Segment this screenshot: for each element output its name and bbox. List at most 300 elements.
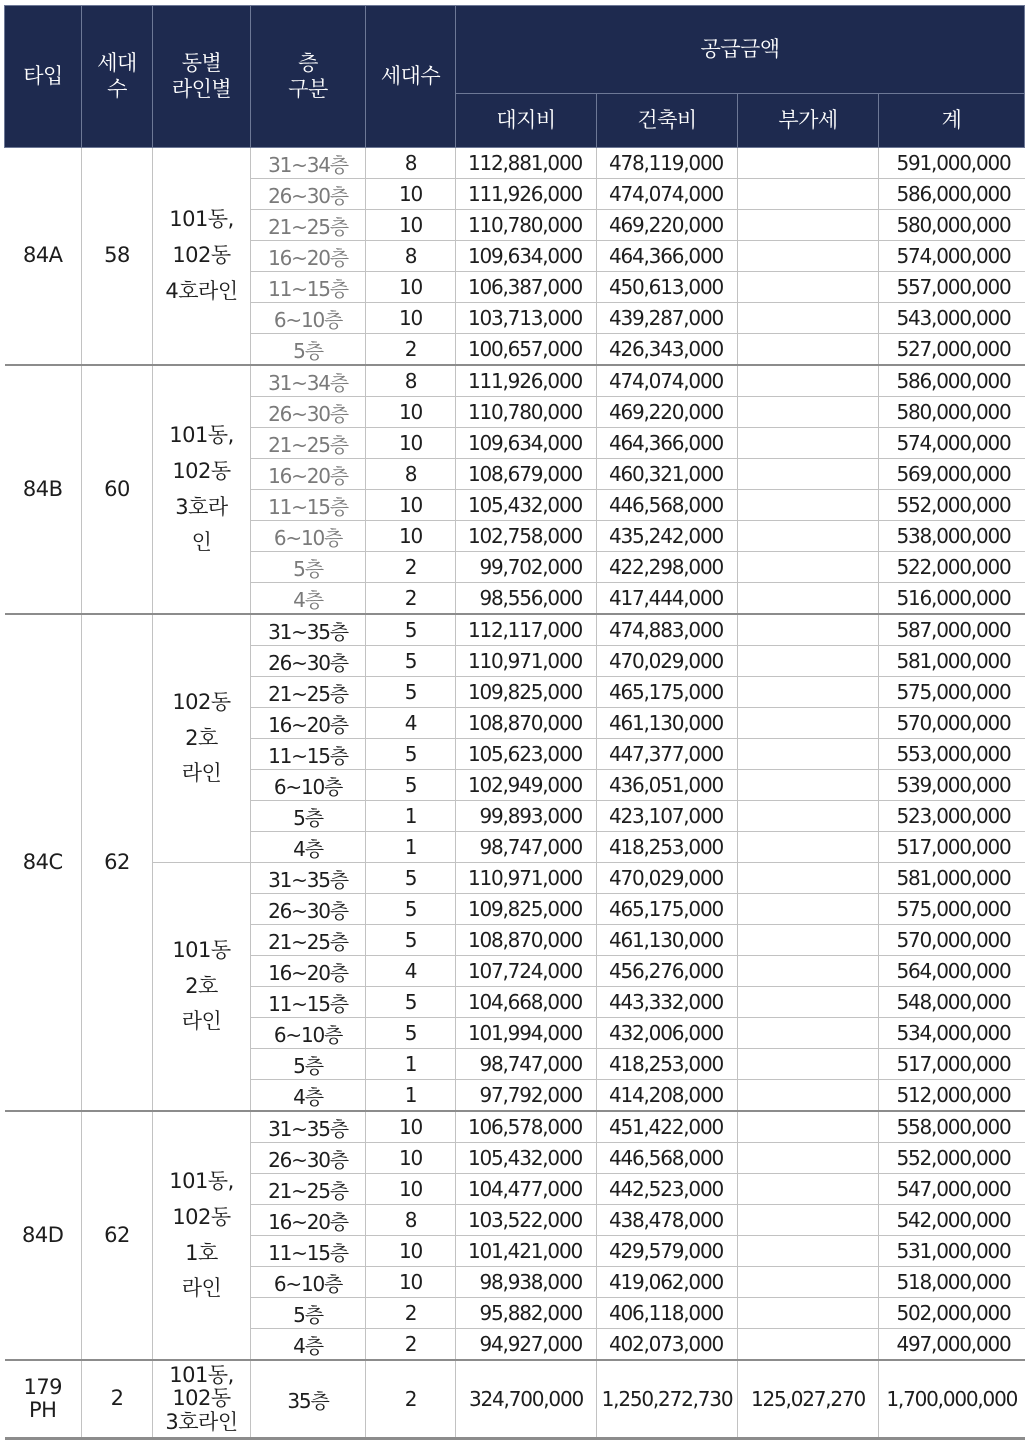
land-cell: 109,825,000	[456, 894, 597, 925]
total-cell: 523,000,000	[879, 801, 1025, 832]
vat-cell	[738, 739, 879, 770]
vat-cell	[738, 303, 879, 334]
building-cell: 474,074,000	[597, 365, 738, 397]
header-floor-line2: 구분	[288, 76, 328, 101]
building-cell: 465,175,000	[597, 677, 738, 708]
land-cell: 98,747,000	[456, 832, 597, 863]
floor-cell: 21~25층	[251, 1174, 366, 1205]
units-cell: 60	[82, 365, 153, 614]
vat-cell	[738, 801, 879, 832]
land-cell: 107,724,000	[456, 956, 597, 987]
vat-cell	[738, 614, 879, 646]
vat-cell	[738, 1080, 879, 1112]
households-cell: 8	[366, 365, 456, 397]
vat-cell	[738, 956, 879, 987]
floor-cell: 26~30층	[251, 646, 366, 677]
floor-cell: 31~35층	[251, 614, 366, 646]
total-cell: 586,000,000	[879, 179, 1025, 210]
land-cell: 111,926,000	[456, 365, 597, 397]
floor-cell: 11~15층	[251, 1236, 366, 1267]
building-cell: 418,253,000	[597, 832, 738, 863]
land-cell: 94,927,000	[456, 1329, 597, 1361]
units-cell: 62	[82, 614, 153, 1111]
building-cell: 442,523,000	[597, 1174, 738, 1205]
vat-cell: 125,027,270	[738, 1360, 879, 1439]
floor-cell: 5층	[251, 552, 366, 583]
households-cell: 5	[366, 614, 456, 646]
building-cell: 474,074,000	[597, 179, 738, 210]
total-cell: 542,000,000	[879, 1205, 1025, 1236]
building-line-cell-line: 라인	[181, 761, 222, 786]
total-cell: 547,000,000	[879, 1174, 1025, 1205]
table-row	[5, 863, 1025, 894]
building-cell: 464,366,000	[597, 428, 738, 459]
total-cell: 534,000,000	[879, 1018, 1025, 1049]
land-cell: 110,971,000	[456, 646, 597, 677]
total-cell: 581,000,000	[879, 863, 1025, 894]
total-cell: 517,000,000	[879, 1049, 1025, 1080]
total-cell: 570,000,000	[879, 708, 1025, 739]
total-cell: 548,000,000	[879, 987, 1025, 1018]
land-cell: 104,668,000	[456, 987, 597, 1018]
households-cell: 8	[366, 1205, 456, 1236]
land-cell: 109,634,000	[456, 241, 597, 272]
type-cell: 84B	[5, 365, 82, 614]
units-cell: 62	[82, 1111, 153, 1360]
header-units-line1: 세대	[97, 51, 137, 76]
building-cell: 438,478,000	[597, 1205, 738, 1236]
building-line-cell	[153, 1360, 251, 1439]
table-row	[5, 148, 1025, 179]
vat-cell	[738, 1267, 879, 1298]
header-line-line1: 동별	[181, 51, 222, 76]
households-cell: 4	[366, 956, 456, 987]
header-units-line2: 수	[107, 76, 127, 101]
building-cell: 429,579,000	[597, 1236, 738, 1267]
land-cell: 112,881,000	[456, 148, 597, 179]
households-cell: 10	[366, 1174, 456, 1205]
households-cell: 10	[366, 1267, 456, 1298]
floor-cell: 26~30층	[251, 179, 366, 210]
land-cell: 98,747,000	[456, 1049, 597, 1080]
land-cell: 111,926,000	[456, 179, 597, 210]
vat-cell	[738, 552, 879, 583]
households-cell: 10	[366, 179, 456, 210]
floor-cell: 5층	[251, 1298, 366, 1329]
total-cell: 502,000,000	[879, 1298, 1025, 1329]
households-cell: 8	[366, 148, 456, 179]
floor-cell: 16~20층	[251, 241, 366, 272]
households-cell: 10	[366, 521, 456, 552]
households-cell: 2	[366, 1329, 456, 1361]
building-line-cell-line: 102동	[172, 458, 231, 483]
vat-cell	[738, 334, 879, 366]
households-cell: 10	[366, 1236, 456, 1267]
header-line	[153, 6, 251, 148]
households-cell: 1	[366, 832, 456, 863]
vat-cell	[738, 677, 879, 708]
building-line-cell-line: 라인	[181, 1276, 222, 1301]
table-row	[5, 614, 1025, 646]
land-cell: 104,477,000	[456, 1174, 597, 1205]
households-cell: 5	[366, 894, 456, 925]
vat-cell	[738, 832, 879, 863]
land-cell: 109,825,000	[456, 677, 597, 708]
vat-cell	[738, 241, 879, 272]
type-cell-line: PH	[29, 1398, 57, 1422]
floor-cell: 21~25층	[251, 677, 366, 708]
supply-price-table	[4, 5, 1025, 1440]
building-line-cell-line: 2호	[185, 725, 218, 750]
building-cell: 402,073,000	[597, 1329, 738, 1361]
households-cell: 2	[366, 334, 456, 366]
households-cell: 5	[366, 987, 456, 1018]
building-line-cell-line: 102동	[172, 689, 231, 714]
land-cell: 101,421,000	[456, 1236, 597, 1267]
vat-cell	[738, 179, 879, 210]
households-cell: 1	[366, 801, 456, 832]
floor-cell: 11~15층	[251, 739, 366, 770]
building-cell: 447,377,000	[597, 739, 738, 770]
vat-cell	[738, 428, 879, 459]
building-cell: 450,613,000	[597, 272, 738, 303]
total-cell: 552,000,000	[879, 490, 1025, 521]
vat-cell	[738, 1111, 879, 1143]
units-cell: 2	[82, 1360, 153, 1439]
vat-cell	[738, 708, 879, 739]
header-total: 계	[879, 94, 1025, 148]
total-cell: 518,000,000	[879, 1267, 1025, 1298]
type-cell-line: 179	[23, 1374, 63, 1399]
floor-cell: 35층	[251, 1360, 366, 1439]
building-cell: 422,298,000	[597, 552, 738, 583]
households-cell: 5	[366, 925, 456, 956]
total-cell: 580,000,000	[879, 397, 1025, 428]
building-line-cell-line: 102동	[172, 243, 231, 268]
building-cell: 1,250,272,730	[597, 1360, 738, 1439]
building-cell: 432,006,000	[597, 1018, 738, 1049]
vat-cell	[738, 987, 879, 1018]
building-line-cell-line: 101동	[172, 937, 231, 962]
vat-cell	[738, 459, 879, 490]
total-cell: 575,000,000	[879, 894, 1025, 925]
total-cell: 575,000,000	[879, 677, 1025, 708]
land-cell: 103,522,000	[456, 1205, 597, 1236]
households-cell: 1	[366, 1080, 456, 1112]
land-cell: 108,679,000	[456, 459, 597, 490]
floor-cell: 6~10층	[251, 1267, 366, 1298]
building-cell: 414,208,000	[597, 1080, 738, 1112]
vat-cell	[738, 1236, 879, 1267]
floor-cell: 26~30층	[251, 1143, 366, 1174]
land-cell: 108,870,000	[456, 708, 597, 739]
land-cell: 106,578,000	[456, 1111, 597, 1143]
households-cell: 8	[366, 241, 456, 272]
vat-cell	[738, 1174, 879, 1205]
building-cell: 446,568,000	[597, 490, 738, 521]
building-cell: 470,029,000	[597, 863, 738, 894]
vat-cell	[738, 894, 879, 925]
vat-cell	[738, 646, 879, 677]
households-cell: 10	[366, 272, 456, 303]
table-body	[5, 148, 1025, 1439]
floor-cell: 16~20층	[251, 459, 366, 490]
table-row	[5, 1111, 1025, 1143]
header-households: 세대수	[366, 6, 456, 148]
table-row	[5, 365, 1025, 397]
land-cell: 99,702,000	[456, 552, 597, 583]
floor-cell: 11~15층	[251, 987, 366, 1018]
vat-cell	[738, 863, 879, 894]
header-building: 건축비	[597, 94, 738, 148]
vat-cell	[738, 148, 879, 179]
households-cell: 2	[366, 552, 456, 583]
building-line-cell-line: 1호	[185, 1240, 218, 1265]
total-cell: 564,000,000	[879, 956, 1025, 987]
floor-cell: 11~15층	[251, 272, 366, 303]
land-cell: 324,700,000	[456, 1360, 597, 1439]
land-cell: 105,623,000	[456, 739, 597, 770]
vat-cell	[738, 210, 879, 241]
header-land: 대지비	[456, 94, 597, 148]
households-cell: 2	[366, 1298, 456, 1329]
building-cell: 435,242,000	[597, 521, 738, 552]
total-cell: 591,000,000	[879, 148, 1025, 179]
total-cell: 531,000,000	[879, 1236, 1025, 1267]
households-cell: 2	[366, 1360, 456, 1439]
land-cell: 110,971,000	[456, 863, 597, 894]
land-cell: 97,792,000	[456, 1080, 597, 1112]
building-line-cell	[153, 365, 251, 614]
floor-cell: 16~20층	[251, 956, 366, 987]
building-line-cell	[153, 148, 251, 366]
building-cell: 465,175,000	[597, 894, 738, 925]
floor-cell: 5층	[251, 334, 366, 366]
households-cell: 5	[366, 1018, 456, 1049]
header-vat: 부가세	[738, 94, 879, 148]
total-cell: 517,000,000	[879, 832, 1025, 863]
land-cell: 98,556,000	[456, 583, 597, 615]
floor-cell: 21~25층	[251, 428, 366, 459]
building-cell: 474,883,000	[597, 614, 738, 646]
vat-cell	[738, 925, 879, 956]
total-cell: 581,000,000	[879, 646, 1025, 677]
total-cell: 586,000,000	[879, 365, 1025, 397]
building-cell: 419,062,000	[597, 1267, 738, 1298]
total-cell: 1,700,000,000	[879, 1360, 1025, 1439]
households-cell: 10	[366, 397, 456, 428]
building-line-cell-line: 101동,	[169, 423, 234, 448]
households-cell: 10	[366, 210, 456, 241]
header-floor-line1: 층	[298, 51, 318, 76]
land-cell: 102,949,000	[456, 770, 597, 801]
building-cell: 439,287,000	[597, 303, 738, 334]
units-cell: 58	[82, 148, 153, 366]
households-cell: 10	[366, 303, 456, 334]
households-cell: 2	[366, 583, 456, 615]
floor-cell: 31~35층	[251, 863, 366, 894]
floor-cell: 21~25층	[251, 210, 366, 241]
floor-cell: 31~34층	[251, 148, 366, 179]
building-cell: 446,568,000	[597, 1143, 738, 1174]
total-cell: 580,000,000	[879, 210, 1025, 241]
floor-cell: 4층	[251, 1329, 366, 1361]
floor-cell: 6~10층	[251, 1018, 366, 1049]
land-cell: 102,758,000	[456, 521, 597, 552]
floor-cell: 4층	[251, 583, 366, 615]
total-cell: 558,000,000	[879, 1111, 1025, 1143]
building-cell: 418,253,000	[597, 1049, 738, 1080]
building-cell: 417,444,000	[597, 583, 738, 615]
building-cell: 478,119,000	[597, 148, 738, 179]
total-cell: 522,000,000	[879, 552, 1025, 583]
building-cell: 436,051,000	[597, 770, 738, 801]
total-cell: 569,000,000	[879, 459, 1025, 490]
total-cell: 552,000,000	[879, 1143, 1025, 1174]
total-cell: 574,000,000	[879, 428, 1025, 459]
total-cell: 497,000,000	[879, 1329, 1025, 1361]
vat-cell	[738, 1018, 879, 1049]
building-cell: 461,130,000	[597, 925, 738, 956]
floor-cell: 26~30층	[251, 894, 366, 925]
floor-cell: 31~34층	[251, 365, 366, 397]
land-cell: 105,432,000	[456, 490, 597, 521]
floor-cell: 16~20층	[251, 708, 366, 739]
vat-cell	[738, 1143, 879, 1174]
total-cell: 539,000,000	[879, 770, 1025, 801]
total-cell: 587,000,000	[879, 614, 1025, 646]
land-cell: 112,117,000	[456, 614, 597, 646]
header-type: 타입	[5, 6, 82, 148]
total-cell: 570,000,000	[879, 925, 1025, 956]
floor-cell: 6~10층	[251, 770, 366, 801]
vat-cell	[738, 365, 879, 397]
floor-cell: 6~10층	[251, 521, 366, 552]
building-cell: 464,366,000	[597, 241, 738, 272]
vat-cell	[738, 272, 879, 303]
total-cell: 527,000,000	[879, 334, 1025, 366]
type-cell: 84C	[5, 614, 82, 1111]
floor-cell: 5층	[251, 801, 366, 832]
households-cell: 4	[366, 708, 456, 739]
floor-cell: 4층	[251, 1080, 366, 1112]
header-supply-price: 공급금액	[456, 6, 1025, 94]
floor-cell: 21~25층	[251, 925, 366, 956]
land-cell: 106,387,000	[456, 272, 597, 303]
land-cell: 103,713,000	[456, 303, 597, 334]
building-line-cell-line: 3호라인	[165, 1409, 238, 1434]
land-cell: 99,893,000	[456, 801, 597, 832]
building-line-cell-line: 101동,	[169, 207, 234, 232]
households-cell: 10	[366, 490, 456, 521]
land-cell: 98,938,000	[456, 1267, 597, 1298]
building-cell: 423,107,000	[597, 801, 738, 832]
households-cell: 1	[366, 1049, 456, 1080]
building-cell: 443,332,000	[597, 987, 738, 1018]
building-line-cell-line: 3호라	[175, 494, 228, 519]
floor-cell: 6~10층	[251, 303, 366, 334]
table-row-penthouse	[5, 1360, 1025, 1439]
households-cell: 10	[366, 1111, 456, 1143]
building-line-cell-line: 라인	[181, 1009, 222, 1034]
vat-cell	[738, 397, 879, 428]
vat-cell	[738, 1049, 879, 1080]
land-cell: 95,882,000	[456, 1298, 597, 1329]
households-cell: 8	[366, 459, 456, 490]
building-cell: 470,029,000	[597, 646, 738, 677]
building-line-cell-line: 101동,	[169, 1169, 234, 1194]
land-cell: 108,870,000	[456, 925, 597, 956]
type-cell: 84A	[5, 148, 82, 366]
building-line-cell-line: 2호	[185, 973, 218, 998]
land-cell: 109,634,000	[456, 428, 597, 459]
header-floor	[251, 6, 366, 148]
floor-cell: 16~20층	[251, 1205, 366, 1236]
total-cell: 553,000,000	[879, 739, 1025, 770]
building-line-cell	[153, 1111, 251, 1360]
building-cell: 456,276,000	[597, 956, 738, 987]
table-header	[5, 6, 1025, 148]
type-cell: 84D	[5, 1111, 82, 1360]
total-cell: 516,000,000	[879, 583, 1025, 615]
building-line-cell-line: 102동	[172, 1386, 231, 1411]
floor-cell: 31~35층	[251, 1111, 366, 1143]
building-line-cell	[153, 614, 251, 863]
building-line-cell-line: 101동,	[169, 1363, 234, 1388]
households-cell: 5	[366, 677, 456, 708]
vat-cell	[738, 770, 879, 801]
floor-cell: 26~30층	[251, 397, 366, 428]
floor-cell: 4층	[251, 832, 366, 863]
vat-cell	[738, 521, 879, 552]
building-line-cell-line: 인	[191, 530, 212, 555]
households-cell: 5	[366, 646, 456, 677]
building-cell: 461,130,000	[597, 708, 738, 739]
building-cell: 406,118,000	[597, 1298, 738, 1329]
total-cell: 512,000,000	[879, 1080, 1025, 1112]
header-units	[82, 6, 153, 148]
land-cell: 110,780,000	[456, 210, 597, 241]
total-cell: 557,000,000	[879, 272, 1025, 303]
households-cell: 10	[366, 428, 456, 459]
building-cell: 451,422,000	[597, 1111, 738, 1143]
households-cell: 5	[366, 770, 456, 801]
total-cell: 574,000,000	[879, 241, 1025, 272]
building-line-cell	[153, 863, 251, 1112]
building-line-cell-line: 4호라인	[165, 278, 238, 303]
building-line-cell-line: 102동	[172, 1204, 231, 1229]
building-cell: 460,321,000	[597, 459, 738, 490]
vat-cell	[738, 1298, 879, 1329]
land-cell: 110,780,000	[456, 397, 597, 428]
vat-cell	[738, 1205, 879, 1236]
vat-cell	[738, 490, 879, 521]
total-cell: 543,000,000	[879, 303, 1025, 334]
type-cell	[5, 1360, 82, 1439]
households-cell: 5	[366, 863, 456, 894]
vat-cell	[738, 1329, 879, 1361]
floor-cell: 11~15층	[251, 490, 366, 521]
vat-cell	[738, 583, 879, 615]
land-cell: 101,994,000	[456, 1018, 597, 1049]
total-cell: 538,000,000	[879, 521, 1025, 552]
floor-cell: 5층	[251, 1049, 366, 1080]
households-cell: 10	[366, 1143, 456, 1174]
households-cell: 5	[366, 739, 456, 770]
building-cell: 469,220,000	[597, 397, 738, 428]
header-line-line2: 라인별	[171, 76, 232, 101]
building-cell: 426,343,000	[597, 334, 738, 366]
